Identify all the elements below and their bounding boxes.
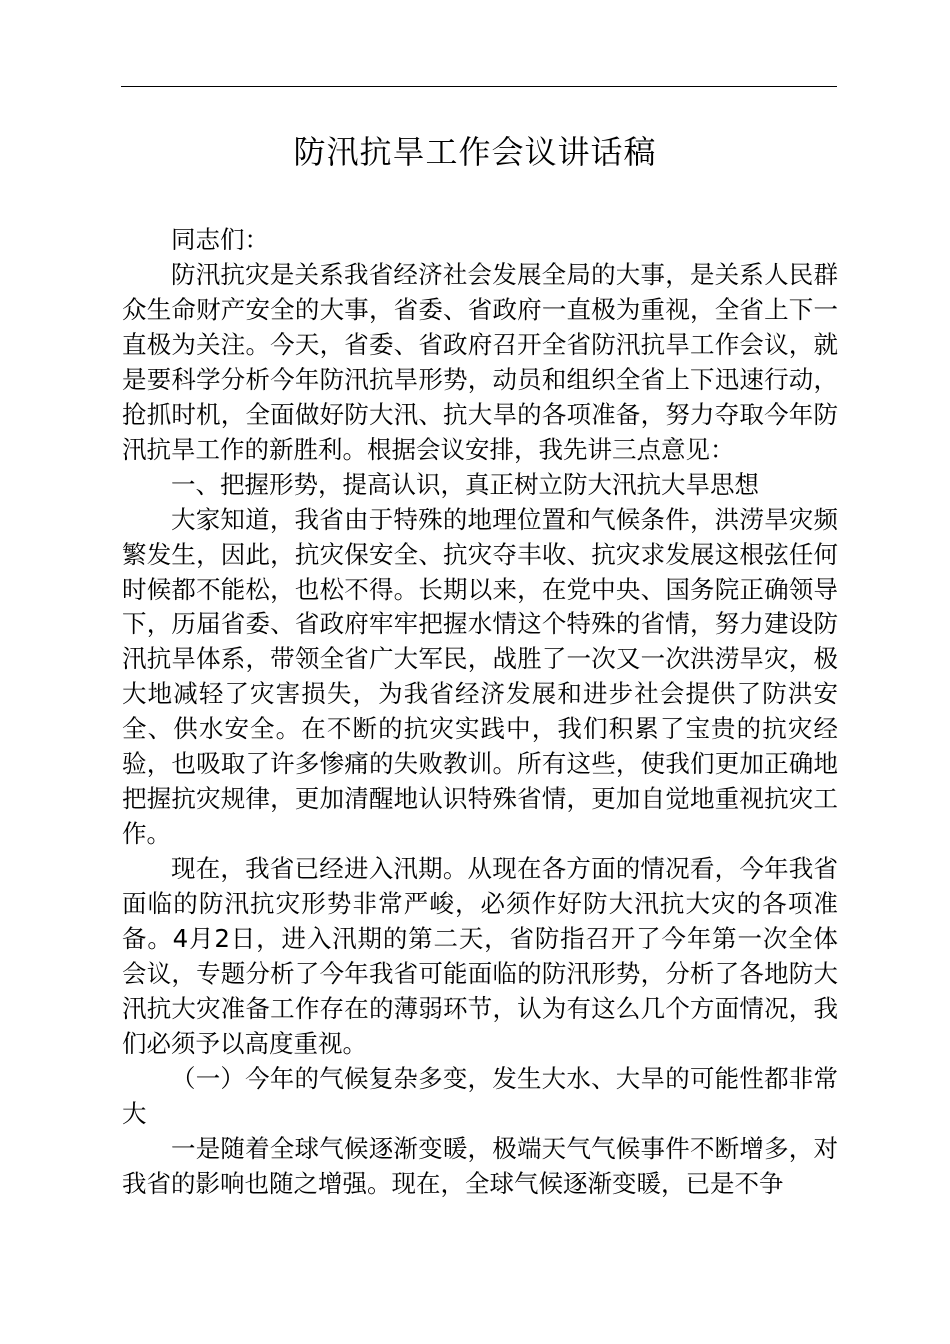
document-body: [122, 223, 838, 1202]
paragraph: 大家知道，我省由于特殊的地理位置和气候条件，洪涝旱灾频繁发生，因此，抗灾保安全、抗灾夺丰收、抗灾求发展这根弦任何时候都不能松，也松不得。长期以来，在党中央、国务院正确领导下，历届省委、省政府牢牢把握水情这个特殊的省情，努力建设防汛抗旱体系，带领全省广大军民，战胜了一次又一次洪涝旱灾，极大地减轻了灾害损失，为我省经济发展和进步社会提供了防洪安全、供水安全。在不断的抗灾实践中，我们积累了宝贵的抗灾经验，也吸取了许多惨痛的失败教训。所有这些，使我们更加正确地把握抗灾规律，更加清醒地认识特殊省情，更加自觉地重视抗灾工作。: [122, 504, 838, 849]
section-heading: 一、把握形势，提高认识，真正树立防大汛抗大旱思想: [171, 469, 759, 499]
salutation: 同志们：: [171, 225, 269, 254]
paragraph: 防汛抗灾是关系我省经济社会发展全局的大事，是关系人民群众生命财产安全的大事，省委、省政府一直极为重视，全省上下一直极为关注。今天，省委、省政府召开全省防汛抗旱工作会议，就是要科学分析今年防汛抗旱形势，动员和组织全省上下迅速行动，抢抓时机，全面做好防大汛、抗大旱的各项准备，努力夺取今年防汛抗旱工作的新胜利。根据会议安排，我先讲三点意见：: [122, 259, 838, 464]
subsection-heading: （一）今年的气候复杂多变，发生大水、大旱的可能性都非常大: [122, 1063, 838, 1128]
document-title: 防汛抗旱工作会议讲话稿: [293, 133, 657, 171]
paragraph: 现在，我省已经进入汛期。从现在各方面的情况看，今年我省面临的防汛抗灾形势非常严峻，必须作好防大汛抗大灾的各项准备。4月2日，进入汛期的第二天，省防指召开了今年第一次全体会议，专题分析了今年我省可能面临的防汛形势，分析了各地防大汛抗大灾准备工作存在的薄弱环节，认为有这么几个方面情况，我们必须予以高度重视。: [122, 854, 838, 1058]
paragraph: 一是随着全球气候逐渐变暖，极端天气气候事件不断增多，对我省的影响也随之增强。现在，全球气候逐渐变暖，已是不争: [122, 1133, 838, 1198]
header-rule: [121, 86, 837, 87]
